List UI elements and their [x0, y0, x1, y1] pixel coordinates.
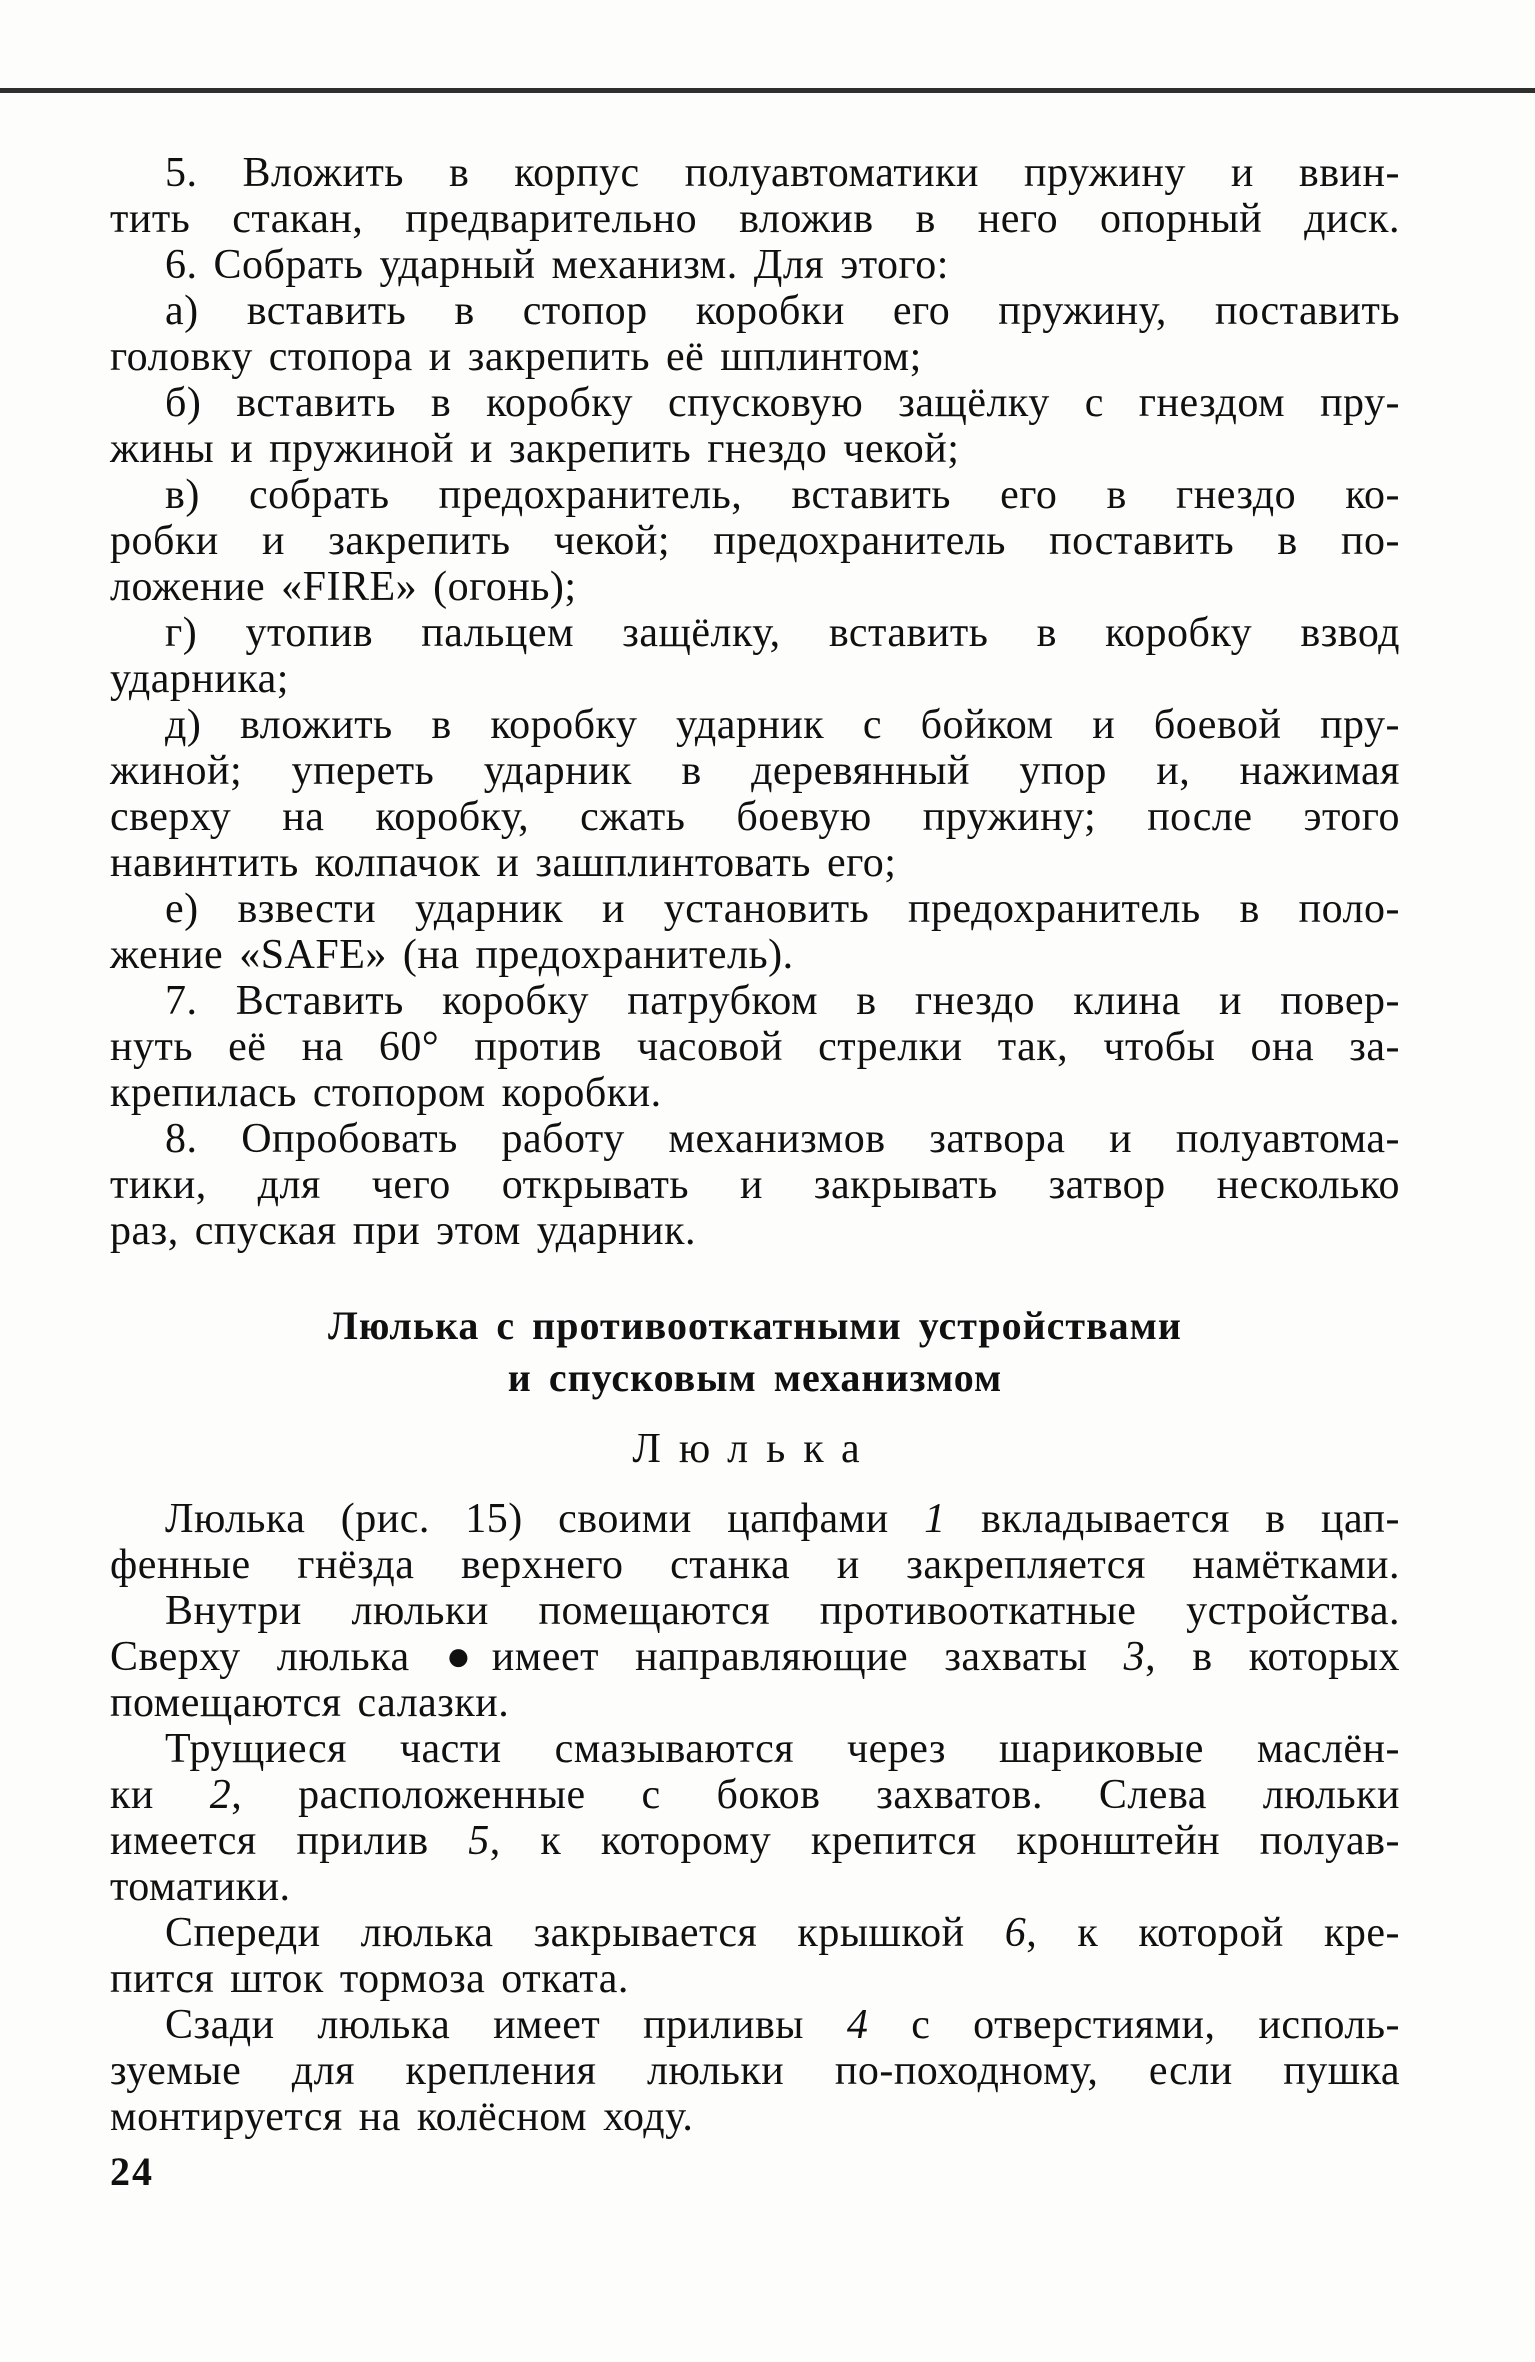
- text-line: навинтить колпачок и зашплинтовать его;: [110, 840, 897, 886]
- page-number: 24: [110, 2149, 154, 2194]
- text-line: Сверху люлька ●имеет направляющие захваты 3, в которых: [110, 1634, 1400, 1680]
- text-line: робки и закрепить чекой; предохранитель поставить в по-: [110, 518, 1400, 564]
- section-heading-line1: Люлька с противооткатными устройствами: [328, 1303, 1182, 1348]
- text-line: ударника;: [110, 656, 289, 702]
- text-line: раз, спуская при этом ударник.: [110, 1208, 697, 1254]
- text-line: жины и пружиной и закрепить гнездо чекой;: [110, 426, 960, 472]
- text-line: в) собрать предохранитель, вставить его в гнездо ко-: [165, 472, 1400, 518]
- text-line: жение «SAFE» (на предохранитель).: [110, 932, 794, 978]
- text-line: ки 2, расположенные с боков захватов. Слева люльки: [110, 1772, 1400, 1818]
- text-line: ложение «FIRE» (огонь);: [110, 564, 577, 610]
- text-line: пится шток тормоза отката.: [110, 1956, 629, 2002]
- section-subheading: Люлька: [632, 1426, 878, 1472]
- text-line: 7. Вставить коробку патрубком в гнездо клина и повер-: [165, 978, 1400, 1024]
- text-line: сверху на коробку, сжать боевую пружину; после этого: [110, 794, 1400, 840]
- text-line: имеется прилив 5, к которому крепится кронштейн полуав-: [110, 1818, 1400, 1864]
- text-line: д) вложить в коробку ударник с бойком и боевой пру-: [165, 702, 1400, 748]
- text-line: крепилась стопором коробки.: [110, 1070, 662, 1116]
- text-line: г) утопив пальцем защёлку, вставить в коробку взвод: [165, 610, 1400, 656]
- text-line: а) вставить в стопор коробки его пружину, поставить: [165, 288, 1400, 334]
- text-line: Спереди люлька закрывается крышкой 6, к которой кре-: [165, 1910, 1400, 1956]
- text-line: 6. Собрать ударный механизм. Для этого:: [165, 242, 949, 288]
- text-line: б) вставить в коробку спусковую защёлку с гнездом пру-: [165, 380, 1400, 426]
- text-line: Трущиеся части смазываются через шариковые маслён-: [165, 1726, 1400, 1772]
- text-line: Внутри люльки помещаются противооткатные устройства.: [165, 1588, 1400, 1634]
- text-line: тики, для чего открывать и закрывать затвор несколько: [110, 1162, 1400, 1208]
- text-line: тить стакан, предварительно вложив в него опорный диск.: [110, 196, 1400, 242]
- text-line: монтируется на колёсном ходу.: [110, 2094, 694, 2140]
- text-line: 8. Опробовать работу механизмов затвора и полуавтома-: [165, 1116, 1400, 1162]
- text-line: фенные гнёзда верхнего станка и закрепляется намётками.: [110, 1542, 1400, 1588]
- text-line: зуемые для крепления люльки по-походному, если пушка: [110, 2048, 1400, 2094]
- text-line: жиной; упереть ударник в деревянный упор и, нажимая: [110, 748, 1400, 794]
- section-heading-line2: и спусковым механизмом: [507, 1355, 1003, 1400]
- section-heading: [110, 1300, 1400, 1404]
- text-line: е) взвести ударник и установить предохранитель в поло-: [165, 886, 1400, 932]
- text-line: помещаются салазки.: [110, 1680, 510, 1726]
- scan-artifact-line: [0, 88, 1535, 93]
- text-line: Люлька (рис. 15) своими цапфами 1 вкладывается в цап-: [165, 1496, 1401, 1542]
- text-line: томатики.: [110, 1864, 291, 1910]
- text-column: [110, 150, 1400, 2195]
- text-line: 5. Вложить в корпус полуавтоматики пружину и ввин-: [165, 150, 1400, 196]
- text-line: нуть её на 60° против часовой стрелки так, чтобы она за-: [110, 1024, 1400, 1070]
- text-line: головку стопора и закрепить её шплинтом;: [110, 334, 922, 380]
- text-line: Сзади люлька имеет приливы 4 с отверстиями, исполь-: [165, 2002, 1400, 2048]
